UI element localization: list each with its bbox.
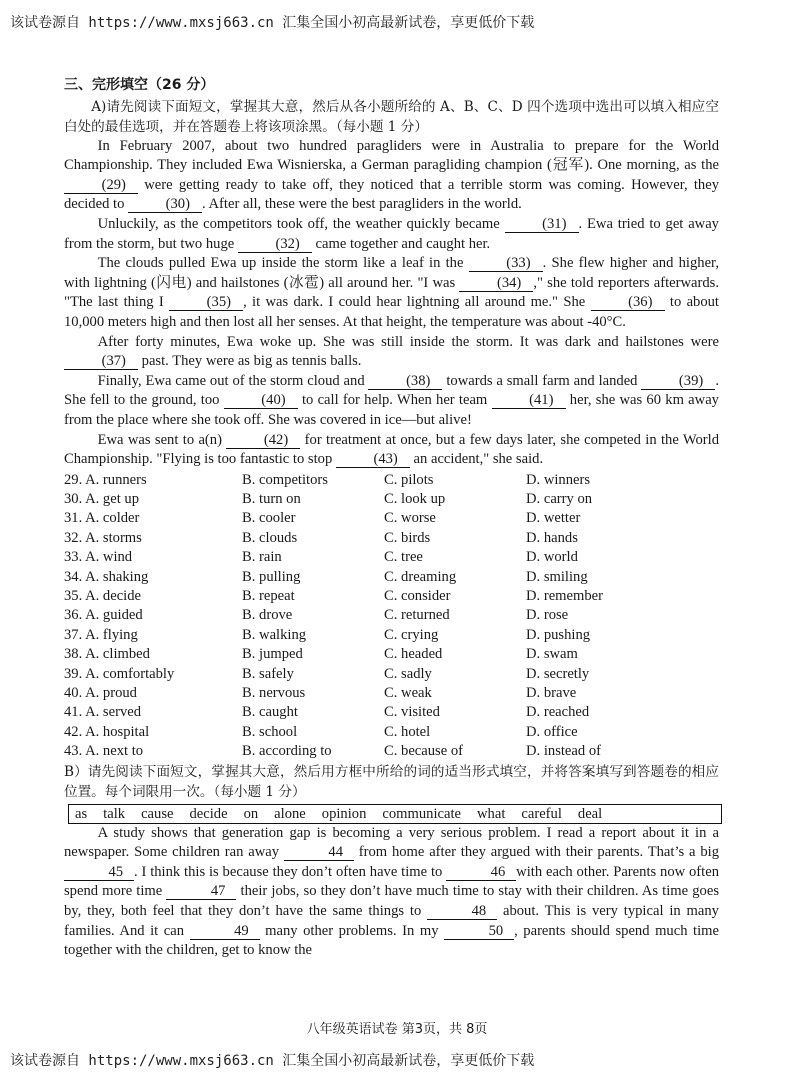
word-box-item: what — [477, 805, 506, 822]
option-c: C. returned — [384, 607, 450, 624]
option-d: D. office — [526, 723, 578, 740]
passage-paragraph: Finally, Ewa came out of the storm cloud and (38) towards a small farm and landed (39) . She fell to the ground, too (40) to call for help. When her team (41) her, she was 60 km away from the place where she took off. She was covered in ice—but alive! — [64, 372, 719, 428]
answer-blank: (36) — [591, 294, 665, 311]
answer-blank: (40) — [224, 392, 298, 409]
option-c: C. consider — [384, 588, 451, 605]
option-b: B. school — [242, 723, 298, 740]
option-d: D. pushing — [526, 626, 591, 643]
option-c: C. hotel — [384, 723, 431, 740]
option-b: B. pulling — [242, 568, 301, 585]
option-b: B. competitors — [242, 471, 328, 488]
option-c: C. weak — [384, 684, 432, 701]
word-box — [68, 804, 722, 824]
option-row — [64, 645, 719, 664]
option-d: D. brave — [526, 684, 577, 701]
option-b: B. drove — [242, 607, 293, 624]
option-d: D. rose — [526, 607, 569, 624]
word-box-item: as — [75, 805, 88, 822]
word-box-item: decide — [189, 805, 228, 822]
option-a: 36. A. guided — [64, 607, 143, 624]
answer-blank: (32) — [238, 236, 312, 253]
option-a: 34. A. shaking — [64, 568, 149, 585]
option-b: B. rain — [242, 549, 282, 566]
option-d: D. swam — [526, 646, 578, 663]
source-watermark-bottom: 该试卷源自 https://www.mxsj663.cn 汇集全国小初高最新试卷，享更低价下载 — [10, 1053, 535, 1069]
option-d: D. hands — [526, 529, 578, 546]
option-a: 29. A. runners — [64, 471, 147, 488]
option-row — [64, 548, 719, 567]
option-b: B. jumped — [242, 646, 303, 663]
word-box-item: on — [243, 805, 259, 822]
option-row — [64, 606, 719, 625]
option-c: C. birds — [384, 529, 431, 546]
answer-blank: (37) — [64, 353, 138, 370]
word-box-item: deal — [577, 805, 603, 822]
option-c: C. worse — [384, 510, 436, 527]
passage-paragraph: A study shows that generation gap is becoming a very serious problem. I read a report about it in a newspaper. Some children ran away 44 from home after they argued with their parents. That’s a big 45 . I think this is because they don’t often have time to 46 with each other. Parents now often spend more time 47 their jobs, so they don’t have much time to stay with their children. As time goes by, they, both feel that they don’t have the same things to 48 about. This is very typical in many families. And it can 49 many other problems. In my 50 , parents should spend much time together with the children, get to know the — [64, 824, 719, 959]
option-row — [64, 742, 719, 761]
option-d: D. smiling — [526, 568, 588, 585]
option-d: D. remember — [526, 588, 603, 605]
option-row — [64, 529, 719, 548]
option-a: 43. A. next to — [64, 743, 144, 760]
option-a: 40. A. proud — [64, 684, 137, 701]
option-row — [64, 568, 719, 587]
answer-blank: 49 — [190, 923, 260, 940]
option-b: B. nervous — [242, 684, 306, 701]
option-c: C. visited — [384, 704, 440, 721]
page-footer: 八年级英语试卷 第3页，共 8页 — [306, 1022, 488, 1037]
options-list — [64, 471, 719, 762]
word-box-item: communicate — [382, 805, 461, 822]
answer-blank: (30) — [128, 196, 202, 213]
answer-blank: (29) — [64, 177, 138, 194]
option-row — [64, 490, 719, 509]
answer-blank: 44 — [284, 844, 354, 861]
option-b: B. cooler — [242, 510, 296, 527]
option-b: B. repeat — [242, 588, 295, 605]
word-box-item: cause — [141, 805, 174, 822]
answer-blank: (42) — [226, 432, 300, 449]
answer-blank: (43) — [336, 451, 410, 468]
option-c: C. look up — [384, 491, 446, 508]
option-row — [64, 684, 719, 703]
answer-blank: 45 — [64, 864, 134, 881]
option-a: 38. A. climbed — [64, 646, 150, 663]
option-a: 31. A. colder — [64, 510, 140, 527]
option-a: 37. A. flying — [64, 626, 138, 643]
answer-blank: (35) — [169, 294, 243, 311]
option-b: B. turn on — [242, 491, 301, 508]
option-row — [64, 471, 719, 490]
option-row — [64, 665, 719, 684]
option-d: D. wetter — [526, 510, 581, 527]
option-a: 39. A. comfortably — [64, 665, 175, 682]
option-a: 41. A. served — [64, 704, 142, 721]
option-d: D. reached — [526, 704, 590, 721]
option-c: C. sadly — [384, 665, 432, 682]
option-d: D. carry on — [526, 491, 593, 508]
option-row — [64, 723, 719, 742]
answer-blank: (34) — [459, 275, 533, 292]
option-row — [64, 587, 719, 606]
option-b: B. according to — [242, 743, 332, 760]
answer-blank: 47 — [166, 883, 236, 900]
answer-blank: (41) — [492, 392, 566, 409]
option-a: 30. A. get up — [64, 491, 139, 508]
answer-blank: (31) — [505, 216, 579, 233]
answer-blank: 46 — [446, 864, 516, 881]
answer-blank: 48 — [427, 903, 497, 920]
source-watermark-top: 该试卷源自 https://www.mxsj663.cn 汇集全国小初高最新试卷，享更低价下载 — [10, 15, 535, 31]
option-b: B. walking — [242, 626, 307, 643]
option-c: C. because of — [384, 743, 464, 760]
option-d: D. instead of — [526, 743, 601, 760]
option-row — [64, 703, 719, 722]
option-d: D. world — [526, 549, 578, 566]
option-row — [64, 626, 719, 645]
answer-blank: 50 — [444, 923, 514, 940]
cloze-passage-b — [64, 824, 719, 961]
passage-paragraph: Ewa was sent to a(n) (42) for treatment at once, but a few days later, she competed in the World Championship. "Flying is too fantastic to stop (43) an accident," she said. — [64, 431, 719, 468]
answer-blank: (38) — [368, 373, 442, 390]
option-c: C. headed — [384, 646, 443, 663]
part-a-instruction: A)请先阅读下面短文，掌握其大意，然后从各小题所给的 A、B、C、D 四个选项中选出可以填入相应空白处的最佳选项，并在答题卷上将该项涂黑。（每小题 1 分） — [64, 98, 719, 135]
word-box-item: careful — [521, 805, 562, 822]
option-b: B. clouds — [242, 529, 298, 546]
passage-paragraph: After forty minutes, Ewa woke up. She was still inside the storm. It was dark and hailstones were (37) past. They were as big as tennis balls. — [64, 333, 719, 372]
answer-blank: (39) — [641, 373, 715, 390]
option-a: 42. A. hospital — [64, 723, 150, 740]
option-c: C. crying — [384, 626, 439, 643]
word-box-item: opinion — [321, 805, 367, 822]
passage-paragraph: Unluckily, as the competitors took off, the weather quickly became (31) . Ewa tried to get away from the storm, but two huge (32) came together and caught her. — [64, 215, 719, 252]
answer-blank: (33) — [469, 255, 543, 272]
option-c: C. tree — [384, 549, 423, 566]
word-box-item: alone — [274, 805, 306, 822]
exam-page — [64, 76, 719, 961]
word-box-item: talk — [103, 805, 126, 822]
option-a: 33. A. wind — [64, 549, 133, 566]
cloze-passage-a — [64, 137, 719, 470]
option-b: B. safely — [242, 665, 294, 682]
option-a: 32. A. storms — [64, 529, 142, 546]
option-a: 35. A. decide — [64, 588, 142, 605]
option-c: C. dreaming — [384, 568, 457, 585]
section-title: 三、完形填空（26 分） — [64, 77, 215, 93]
passage-paragraph: The clouds pulled Ewa up inside the storm like a leaf in the (33) . She flew higher and higher, with lightning (闪电) and hailstones (冰雹) all around her. "I was (34) ," she told reporters afterwards. "The last thing I (35) , it was dark. I could hear lightning all around me." She (36) to about 10,000 meters high and then lost all her senses. At that height, the temperature was about -40°C. — [64, 255, 719, 330]
option-d: D. secretly — [526, 665, 590, 682]
option-row — [64, 509, 719, 528]
passage-paragraph: In February 2007, about two hundred paragliders were in Australia to prepare for the World Championship. They included Ewa Wisnierska, a German paragliding champion (冠军). One morning, as the (29) were getting ready to take off, they noticed that a terrible storm was coming. However, they decided to (30) . After all, these were the best paragliders in the world. — [64, 137, 719, 213]
option-b: B. caught — [242, 704, 298, 721]
option-c: C. pilots — [384, 471, 434, 488]
part-b-instruction: B）请先阅读下面短文，掌握其大意，然后用方框中所给的词的适当形式填空，并将答案填写到答题卷的相应位置。每个词限用一次。（每小题 1 分） — [64, 763, 719, 800]
option-d: D. winners — [526, 471, 591, 488]
